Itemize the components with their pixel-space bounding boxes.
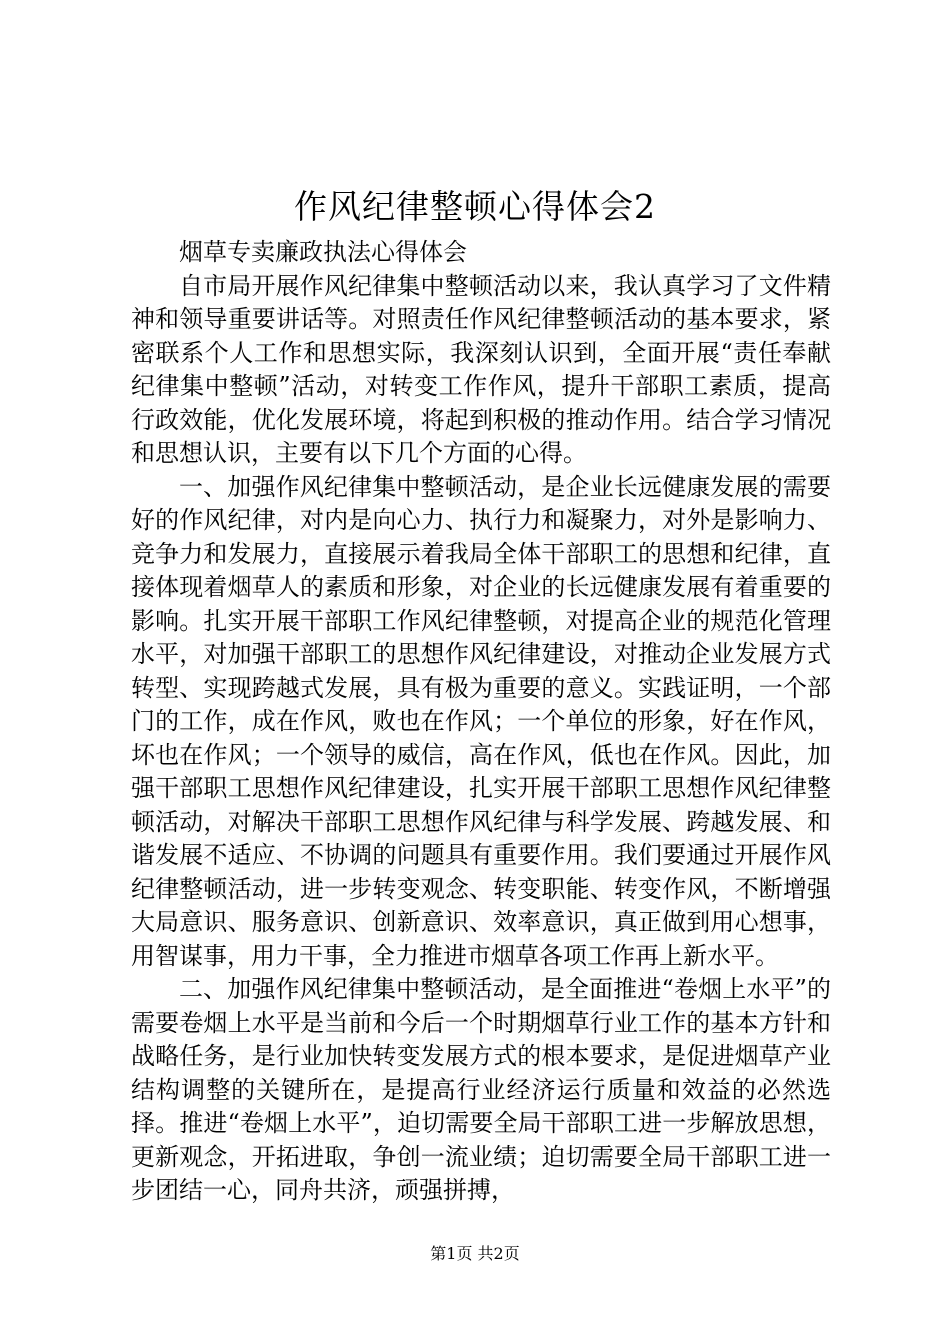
paragraph-intro: 自市局开展作风纪律集中整顿活动以来，我认真学习了文件精神和领导重要讲话等。对照责任作风纪律整顿活动的基本要求，紧密联系个人工作和思想实际，我深刻认识到，全面开展“责任奉献纪律集中整顿”活动，对转变工作作风，提升干部职工素质，提高行政效能，优化发展环境，将起到积极的推动作用。结合学习情况和思想认识，主要有以下几个方面的心得。 (131, 271, 831, 467)
document-subtitle: 烟草专卖廉政执法心得体会 (179, 238, 467, 266)
document-body (131, 236, 831, 1208)
page-number-footer: 第1页 共2页 (430, 1244, 520, 1263)
paragraph-section-two: 二、加强作风纪律集中整顿活动，是全面推进“卷烟上水平”的需要卷烟上水平是当前和今后一个时期烟草行业工作的基本方针和战略任务，是行业加快转变发展方式的根本要求，是促进烟草产业结构调整的关键所在，是提高行业经济运行质量和效益的必然选择。推进“卷烟上水平”，迫切需要全局干部职工进一步解放思想，更新观念，开拓进取，争创一流业绩；迫切需要全局干部职工进一步团结一心，同舟共济，顽强拼搏， (131, 975, 831, 1204)
document-title: 作风纪律整顿心得体会2 (294, 187, 656, 226)
paragraph-section-one: 一、加强作风纪律集中整顿活动，是企业长远健康发展的需要好的作风纪律，对内是向心力、执行力和凝聚力，对外是影响力、竞争力和发展力，直接展示着我局全体干部职工的思想和纪律，直接体现着烟草人的素质和形象，对企业的长远健康发展有着重要的影响。扎实开展干部职工作风纪律整顿，对提高企业的规范化管理水平，对加强干部职工的思想作风纪律建设，对推动企业发展方式转型、实现跨越式发展，具有极为重要的意义。实践证明，一个部门的工作，成在作风，败也在作风；一个单位的形象，好在作风，坏也在作风；一个领导的威信，高在作风，低也在作风。因此，加强干部职工思想作风纪律建设，扎实开展干部职工思想作风纪律整顿活动，对解决干部职工思想作风纪律与科学发展、跨越发展、和谐发展不适应、不协调的问题具有重要作用。我们要通过开展作风纪律整顿活动，进一步转变观念、转变职能、转变作风，不断增强大局意识、服务意识、创新意识、效率意识，真正做到用心想事，用智谋事，用力干事，全力推进市烟草各项工作再上新水平。 (131, 472, 831, 970)
